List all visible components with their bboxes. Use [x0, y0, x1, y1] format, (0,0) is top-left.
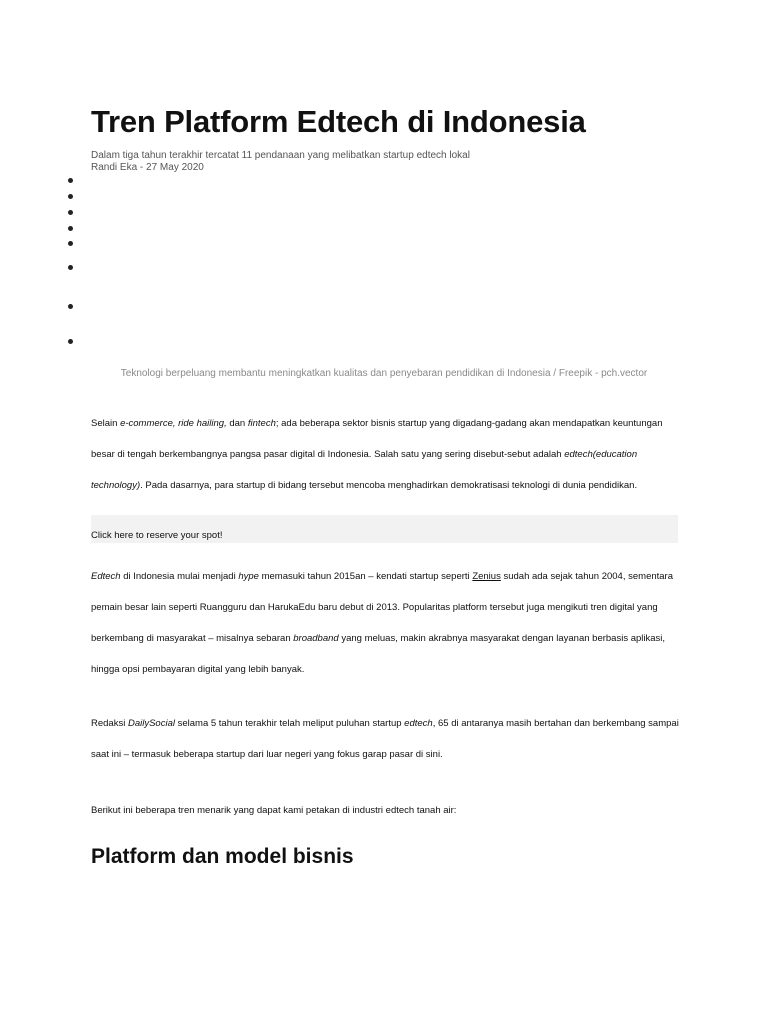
reserve-spot-banner[interactable] — [91, 515, 678, 543]
reserve-spot-link[interactable]: Click here to reserve your spot! — [91, 530, 223, 541]
list-bullet[interactable] — [68, 226, 73, 231]
article-byline: Randi Eka - 27 May 2020 — [91, 162, 204, 173]
list-bullet[interactable] — [68, 304, 73, 309]
article-meta — [91, 150, 470, 174]
list-bullet[interactable] — [68, 241, 73, 246]
list-bullet[interactable] — [68, 339, 73, 344]
list-bullet[interactable] — [68, 265, 73, 270]
zenius-link[interactable]: Zenius — [472, 571, 501, 582]
paragraph-trends-intro: Berikut ini beberapa tren menarik yang dapat kami petakan di industri edtech tanah air: — [91, 805, 457, 816]
paragraph-dailysocial: Redaksi DailySocial selama 5 tahun terakhir telah meliput puluhan startup edtech, 65 di antaranya masih bertahan dan berkembang sampai saat ini – termasuk beberapa startup dari luar negeri yang fokus garap pasar di sini. — [91, 718, 679, 760]
paragraph-intro: Selain e-commerce, ride hailing, dan fintech; ada beberapa sektor bisnis startup yang digadang-gadang akan mendapatkan keuntungan besar di tengah berkembangnya pangsa pasar digital di Indonesia. Salah satu yang sering disebut-sebut adalah edtech(education technology). Pada dasarnya, para startup di bidang tersebut mencoba menghadirkan demokratisasi teknologi di dunia pendidikan. — [91, 418, 663, 491]
list-bullet[interactable] — [68, 178, 73, 183]
image-caption: Teknologi berpeluang membantu meningkatkan kualitas dan penyebaran pendidikan di Indonesia / Freepik - pch.vector — [120, 368, 648, 379]
paragraph-edtech-hype: Edtech di Indonesia mulai menjadi hype memasuki tahun 2015an – kendati startup seperti Zenius sudah ada sejak tahun 2004, sementara pemain besar lain seperti Ruangguru dan HarukaEdu baru debut di 2013. Popularitas platform tersebut juga mengikuti tren digital yang berkembang di masyarakat – misalnya sebaran broadband yang meluas, makin akrabnya masyarakat dengan layanan berbasis aplikasi, hingga opsi pembayaran digital yang lebih banyak. — [91, 571, 674, 675]
article-subtitle: Dalam tiga tahun terakhir tercatat 11 pendanaan yang melibatkan startup edtech lokal — [91, 150, 470, 161]
list-bullet[interactable] — [68, 194, 73, 199]
article-title: Tren Platform Edtech di Indonesia — [91, 104, 586, 139]
section-heading: Platform dan model bisnis — [91, 845, 354, 868]
list-bullet[interactable] — [68, 210, 73, 215]
